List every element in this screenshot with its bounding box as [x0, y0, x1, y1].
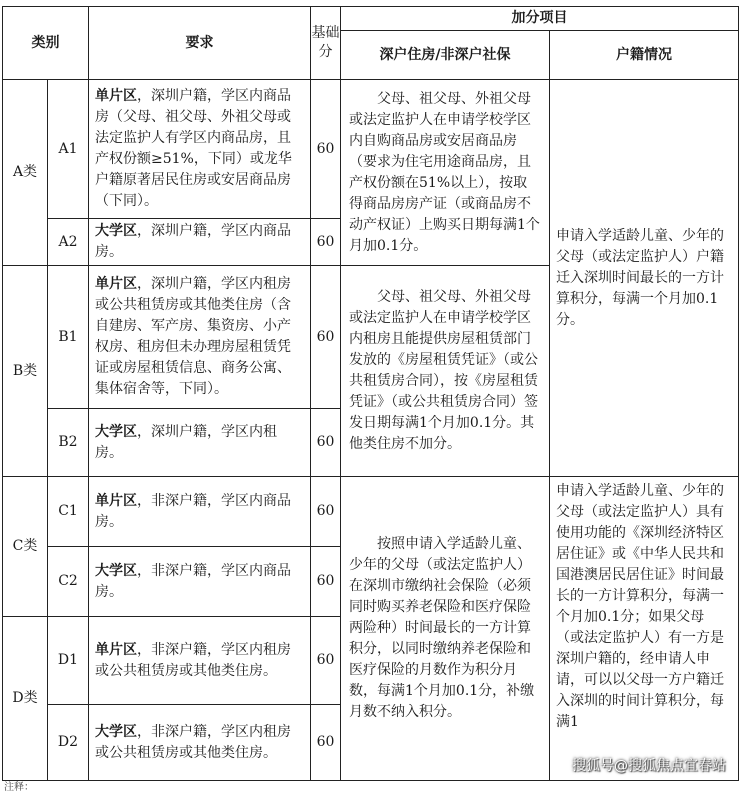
requirement-cell: 大学区，深圳户籍，学区内租房。	[89, 409, 311, 477]
base-score-cell: 60	[311, 477, 341, 547]
base-score-cell: 60	[311, 617, 341, 705]
base-score-cell: 60	[311, 219, 341, 266]
requirement-cell: 单片区，非深户籍，学区内租房或公共租赁房或其他类住房。	[89, 617, 311, 705]
header-base-score: 基础分	[311, 7, 341, 80]
base-score-cell: 60	[311, 266, 341, 409]
header-bonus-hukou: 户籍情况	[550, 31, 739, 80]
category-cell: C类	[3, 477, 48, 617]
requirement-cell: 大学区，深圳户籍，学区内商品房。	[89, 219, 311, 266]
base-score-cell: 60	[311, 409, 341, 477]
subcategory-cell: B2	[48, 409, 89, 477]
housing-bonus-cell: 父母、祖父母、外祖父母或法定监护人在申请学校学区内租房且能提供房屋租赁部门发放的《房屋租赁凭证》（或公共租赁房合同），按《房屋租赁凭证》（或公共租赁房合同）签发日期每满1个月加0.1分。其他类住房不加分。	[341, 266, 550, 477]
subcategory-cell: C1	[48, 477, 89, 547]
admission-score-table	[2, 6, 739, 781]
category-cell: D类	[3, 617, 48, 781]
base-score-cell: 60	[311, 547, 341, 617]
requirement-cell: 大学区，非深户籍，学区内商品房。	[89, 547, 311, 617]
subcategory-cell: B1	[48, 266, 89, 409]
district-type: 单片区	[95, 276, 137, 292]
header-requirement: 要求	[89, 7, 311, 80]
hukou-bonus-cell: 申请入学适龄儿童、少年的父母（或法定监护人）户籍迁入深圳时间最长的一方计算积分，每满一个月加0.1分。	[550, 80, 739, 477]
header-bonus-housing: 深户住房/非深户社保	[341, 31, 550, 80]
requirement-cell: 单片区，深圳户籍，学区内租房或公共租赁房或其他类住房（含自建房、军产房、集资房、小产权房、租房但未办理房屋租赁凭证或房屋租赁信息、商务公寓、集体宿舍等，下同）。	[89, 266, 311, 409]
subcategory-cell: A1	[48, 80, 89, 219]
base-score-cell: 60	[311, 705, 341, 781]
subcategory-cell: D2	[48, 705, 89, 781]
district-type: 单片区	[95, 641, 137, 658]
requirement-cell: 单片区，深圳户籍，学区内商品房（父母、祖父母、外祖父母或法定监护人有学区内商品房，且产权份额≥51%，下同）或龙华户籍原著居民住房或安居商品房（下同）。	[89, 80, 311, 219]
housing-bonus-cell: 按照申请入学适龄儿童、少年的父母（或法定监护人）在深圳市缴纳社会保险（必须同时购买养老保险和医疗保险两险种）时间最长的一方计算积分，以同时缴纳养老保险和医疗保险的月数作为积分月数，每满1个月加0.1分，补缴月数不纳入积分。	[341, 477, 550, 781]
subcategory-cell: A2	[48, 219, 89, 266]
subcategory-cell: C2	[48, 547, 89, 617]
category-cell: B类	[3, 266, 48, 477]
housing-bonus-cell: 父母、祖父母、外祖父母或法定监护人在申请学校学区内自购商品房或安居商品房（要求为住宅用途商品房，且产权份额在51%以上），按取得商品房房产证（或商品房不动产权证）上购买日期每满1个月加0.1分。	[341, 80, 550, 266]
header-bonus-items: 加分项目	[341, 7, 739, 31]
district-type: 单片区	[95, 492, 137, 509]
category-cell: A类	[3, 80, 48, 266]
requirement-cell: 单片区，非深户籍，学区内商品房。	[89, 477, 311, 547]
header-category: 类别	[3, 7, 89, 80]
subcategory-cell: D1	[48, 617, 89, 705]
district-type: 大学区	[95, 223, 137, 239]
note-label: 注释：	[4, 782, 34, 793]
requirement-cell: 大学区，非深户籍，学区内租房或公共租赁房或其他类住房。	[89, 705, 311, 781]
district-type: 大学区	[95, 562, 137, 579]
district-type: 大学区	[95, 423, 137, 440]
base-score-cell: 60	[311, 80, 341, 219]
source-watermark: 搜狐号@搜狐焦点宜春站	[572, 758, 726, 774]
district-type: 单片区	[95, 88, 137, 104]
district-type: 大学区	[95, 723, 137, 740]
hukou-bonus-cell: 申请入学适龄儿童、少年的父母（或法定监护人）具有使用功能的《深圳经济特区居住证》或《中华人民共和国港澳居民居住证》时间最长的一方计算积分，每满一个月加0.1分；如果父母（或法定监护人）有一方是深圳户籍的，经申请人申请，可以以父母一方户籍迁入深圳的时间计算积分，每满1	[550, 477, 739, 781]
